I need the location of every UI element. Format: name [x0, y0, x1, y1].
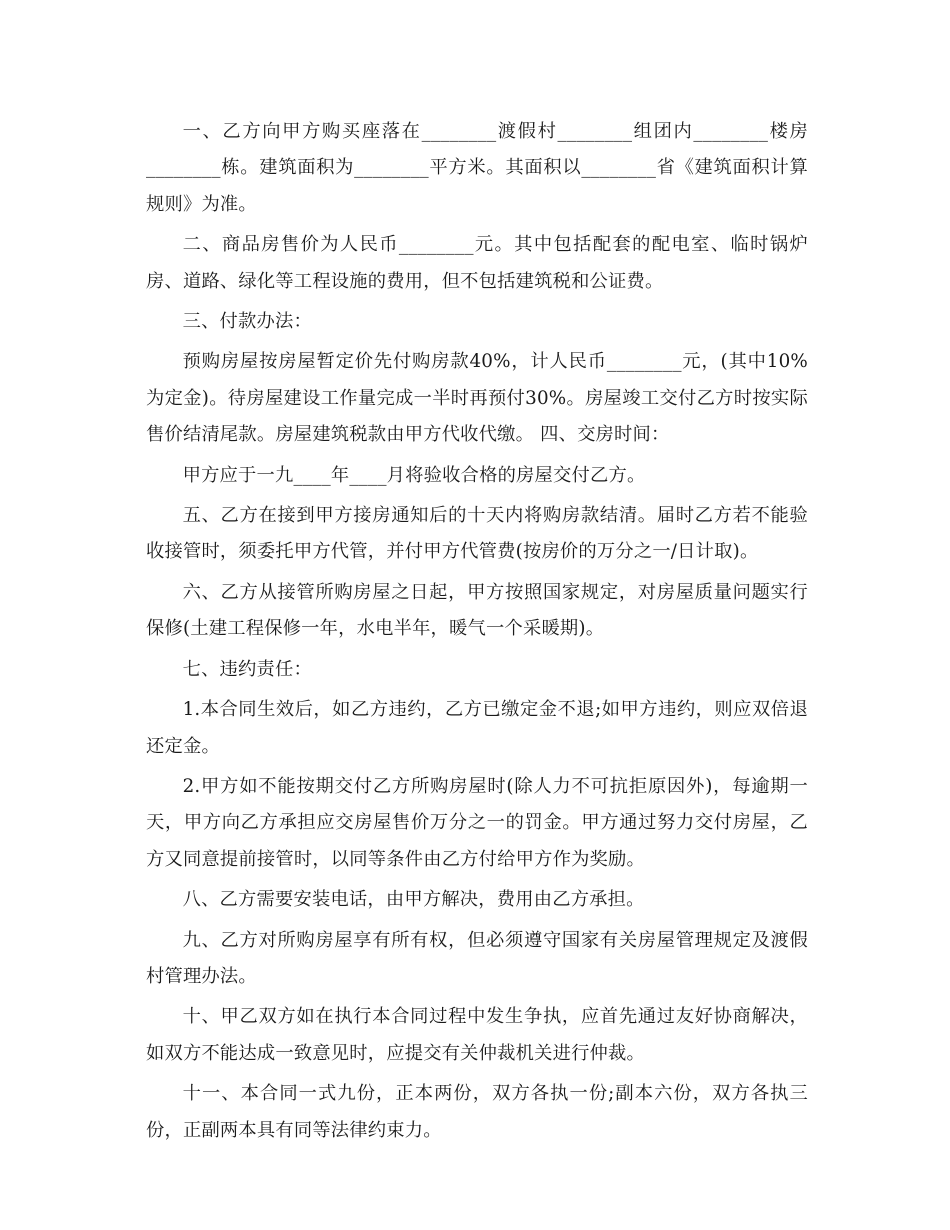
clause-2-sale-price: 二、商品房售价为人民币________元。其中包括配套的配电室、临时锅炉房、道路、绿化等工程设施的费用，但不包括建筑税和公证费。 — [146, 234, 808, 292]
liability-item-1: 1.本合同生效后，如乙方违约，乙方已缴定金不退;如甲方违约，则应双倍退还定金。 — [146, 699, 808, 757]
clause-1-property-location: 一、乙方向甲方购买座落在________渡假村________组团内________楼房________栋。建筑面积为________平方米。其面积以________省《建筑面积计算规则》为准。 — [146, 121, 808, 215]
payment-terms-paragraph: 预购房屋按房屋暂定价先付购房款40%，计人民币________元，(其中10%为定金)。待房屋建设工作量完成一半时再预付30%。房屋竣工交付乙方时按实际售价结清尾款。房屋建筑税款由甲方代收代缴。 四、交房时间： — [146, 351, 808, 446]
clause-5-settlement: 五、乙方在接到甲方接房通知后的十天内将购房款结清。届时乙方若不能验收接管时，须委托甲方代管，并付甲方代管费(按房价的万分之一/日计取)。 — [146, 505, 808, 563]
clause-11-copies: 十一、本合同一式九份，正本两份，双方各执一份;副本六份，双方各执三份，正副两本具有同等法律约束力。 — [146, 1083, 808, 1141]
clause-6-warranty: 六、乙方从接管所购房屋之日起，甲方按照国家规定，对房屋质量问题实行保修(土建工程保修一年，水电半年，暖气一个采暖期)。 — [146, 581, 808, 640]
contract-body — [146, 114, 808, 1153]
clause-8-telephone: 八、乙方需要安装电话，由甲方解决，费用由乙方承担。 — [182, 889, 645, 911]
clause-10-dispute: 十、甲乙双方如在执行本合同过程中发生争执，应首先通过友好协商解决，如双方不能达成一致意见时，应提交有关仲裁机关进行仲裁。 — [146, 1006, 808, 1064]
clause-9-ownership: 九、乙方对所购房屋享有所有权，但必须遵守国家有关房屋管理规定及渡假村管理办法。 — [146, 929, 808, 987]
clause-7-liability-heading: 七、违约责任： — [182, 658, 312, 680]
delivery-date-paragraph: 甲方应于一九____年____月将验收合格的房屋交付乙方。 — [182, 464, 646, 486]
liability-item-2: 2.甲方如不能按期交付乙方所购房屋时(除人力不可抗拒原因外)，每逾期一天，甲方向乙方承担应交房屋售价万分之一的罚金。甲方通过努力交付房屋，乙方又同意提前接管时，以同等条件由乙方付给甲方作为奖励。 — [146, 775, 808, 870]
clause-3-payment-heading: 三、付款办法： — [182, 311, 312, 333]
